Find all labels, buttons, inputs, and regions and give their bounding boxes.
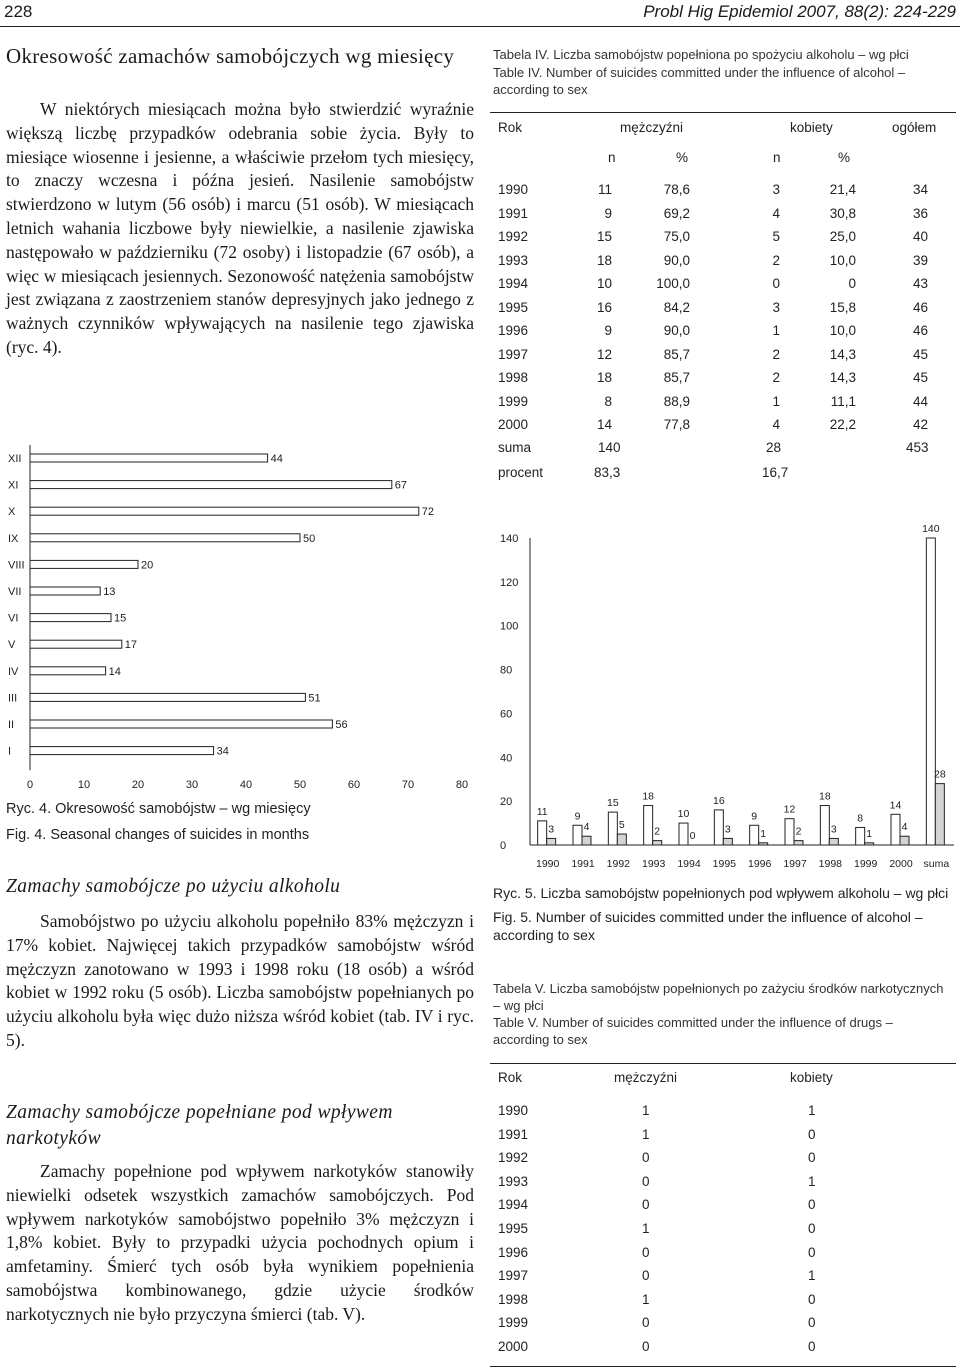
table-5-cell: 1992 — [498, 1150, 529, 1166]
table-5-cell: 0 — [808, 1150, 816, 1166]
figure-4-value-label: 67 — [394, 479, 408, 492]
table-4-cell: 3 — [772, 182, 780, 197]
figure-4-chart — [0, 440, 480, 795]
figure-4-value-label: 14 — [108, 665, 121, 678]
figure-5-bar — [714, 810, 723, 845]
figure-5-value-label: 14 — [889, 799, 902, 812]
figure-4-value-label: 51 — [308, 692, 321, 705]
table-4-cell: 40 — [912, 229, 928, 244]
figure-4-bar — [30, 560, 138, 568]
figure-5-category-label: suma — [923, 858, 950, 870]
table-5-row — [490, 1150, 956, 1170]
table-5-cell: 2000 — [498, 1339, 529, 1354]
figure-4-value-label: 72 — [421, 506, 435, 519]
table-4-cell: 36 — [912, 205, 928, 221]
table-4-caption-pl: Tabela IV. Liczba samobójstw popełniona po spożyciu alkoholu – wg płci — [493, 47, 909, 62]
section-title-periodicity: Okresowość zamachów samobójczych wg miesięcy — [6, 44, 455, 68]
figure-4-category-label: XII — [8, 453, 22, 465]
table-4-cell: 10,0 — [829, 323, 856, 338]
table-5-header-row — [490, 1070, 956, 1090]
figure-5-value-label: 10 — [677, 808, 690, 821]
figure-5-y-tick-label: 40 — [500, 752, 513, 765]
page-number: 228 — [4, 2, 33, 21]
table-4-cell: 5 — [772, 229, 780, 244]
table-5-cell: 0 — [642, 1150, 650, 1166]
table-5-cell: 1999 — [498, 1315, 529, 1331]
figure-5-value-label: 1 — [760, 827, 767, 840]
section-title-drugs: Zamachy samobójcze popełniane pod wpływem narkotyków — [6, 1102, 393, 1149]
table-4 — [490, 120, 956, 490]
table-4-header-women: kobiety — [790, 120, 833, 135]
table-4-subheader-men-n: n — [608, 150, 616, 165]
figure-4-tick-label: 70 — [401, 779, 415, 792]
table-5-cell: 1 — [808, 1103, 816, 1118]
table-4-row — [490, 229, 956, 249]
figure-4-value-label: 13 — [103, 586, 116, 598]
table-4-cell: 1 — [772, 323, 780, 338]
table-5-cell: 0 — [642, 1339, 650, 1354]
table-4-cell: 22,2 — [829, 417, 856, 432]
table-5-cell: 1 — [808, 1268, 816, 1284]
table-4-subheader-women-pct: % — [838, 150, 851, 165]
journal-reference: Probl Hig Epidemiol 2007, 88(2): 224-229 — [643, 2, 956, 21]
figure-4-caption-pl: Ryc. 4. Okresowość samobójstw – wg miesięcy — [6, 801, 311, 817]
table-4-cell: 12 — [596, 346, 612, 362]
table-4-percent-label: procent — [498, 465, 544, 480]
figure-4-category-label: VIII — [8, 559, 25, 572]
table-4-cell: 11 — [597, 182, 612, 197]
figure-5-bar — [582, 836, 591, 845]
figure-5-bar — [653, 841, 662, 845]
table-5-cell: 0 — [808, 1339, 816, 1354]
figure-4-bar — [30, 614, 111, 622]
table-5-cell: 1998 — [498, 1291, 529, 1307]
table-4-sum-row — [490, 440, 956, 460]
figure-5-chart — [486, 518, 958, 874]
figure-5-value-label: 8 — [857, 812, 864, 825]
table-5-row — [490, 1197, 956, 1217]
figure-5-value-label: 1 — [866, 827, 873, 840]
figure-4-tick-label: 0 — [26, 779, 34, 792]
figure-5-value-label: 18 — [642, 790, 655, 803]
figure-5-value-label: 28 — [933, 768, 946, 781]
figure-5-bar — [547, 838, 556, 845]
table-4-row — [490, 253, 956, 273]
table-4-cell: 45 — [912, 370, 928, 385]
table-5-row — [490, 1221, 956, 1241]
table-5-row — [490, 1339, 956, 1359]
figure-5-bar — [935, 784, 944, 845]
figure-5-caption-en: Fig. 5. Number of suicides committed under the influence of alcohol – according to sex — [493, 909, 923, 943]
table-4-cell: 84,2 — [663, 299, 690, 315]
figure-5-category-label: 1997 — [783, 858, 807, 870]
table-4-cell: 43 — [912, 276, 928, 291]
figure-4-category-label: III — [8, 692, 18, 705]
figure-5-category-label: 1999 — [853, 858, 878, 870]
table-4-cell: 78,6 — [663, 182, 690, 197]
figure-5-y-tick-label: 140 — [500, 533, 519, 545]
table-4-cell: 44 — [912, 393, 928, 409]
table-4-cell: 4 — [772, 205, 780, 221]
figure-4-bar — [30, 507, 419, 515]
table-4-sum-women: 28 — [766, 440, 782, 455]
table-5-top-rule — [490, 1063, 956, 1064]
table-4-sum-total: 453 — [906, 440, 929, 455]
figure-5-bar — [617, 834, 626, 845]
table-4-cell: 1990 — [498, 182, 529, 197]
figure-4-tick-label: 80 — [455, 779, 469, 792]
figure-5-bar — [538, 821, 547, 845]
figure-4-bar — [30, 667, 106, 675]
figure-5-value-label: 16 — [712, 794, 725, 807]
table-4-cell: 2000 — [498, 417, 529, 432]
table-4-row — [490, 206, 956, 226]
table-4-cell: 21,4 — [829, 182, 856, 197]
figure-4-category-label: II — [8, 719, 15, 731]
figure-4-category-label: VI — [8, 612, 19, 625]
figure-5-y-tick-label: 120 — [500, 576, 519, 589]
figure-4-bar — [30, 693, 305, 701]
figure-5-value-label: 3 — [724, 823, 731, 836]
figure-5-category-label: 1995 — [712, 858, 737, 870]
figure-4-value-label: 34 — [216, 745, 229, 758]
table-4-cell: 100,0 — [656, 276, 690, 291]
table-5-cell: 0 — [808, 1291, 816, 1307]
table-4-cell: 85,7 — [663, 346, 690, 362]
table-4-cell: 8 — [604, 393, 612, 409]
table-4-cell: 46 — [912, 323, 928, 338]
figure-5-value-label: 5 — [618, 819, 625, 832]
figure-5-bar — [573, 825, 582, 845]
figure-4-bar — [30, 454, 268, 462]
figure-4-tick-label: 50 — [293, 779, 307, 792]
table-5-header-year: Rok — [498, 1070, 523, 1085]
table-4-cell: 14,3 — [829, 370, 856, 385]
figure-4-category-label: IX — [8, 532, 19, 545]
table-5-cell: 1 — [642, 1126, 650, 1142]
figure-5-bar — [829, 838, 838, 845]
table-5-cell: 1997 — [498, 1268, 529, 1284]
figure-4-bar — [30, 720, 332, 728]
figure-5-bar — [608, 812, 617, 845]
table-4-percent-women: 16,7 — [762, 465, 789, 480]
figure-5-y-tick-label: 60 — [500, 708, 513, 721]
table-4-header-men: mężczyźni — [620, 120, 684, 135]
table-4-cell: 0 — [848, 276, 856, 291]
figure-5-value-label: 11 — [536, 805, 548, 818]
table-4-cell: 16 — [596, 299, 612, 315]
table-4-cell: 10,0 — [829, 252, 856, 268]
figure-4-category-label: IV — [8, 665, 19, 678]
table-5-row — [490, 1174, 956, 1194]
table-4-cell: 1996 — [498, 323, 529, 338]
table-5-cell: 1996 — [498, 1244, 529, 1260]
table-5-cell: 1990 — [498, 1103, 529, 1118]
figure-5-bar — [900, 836, 909, 845]
table-4-cell: 85,7 — [663, 370, 690, 385]
figure-5-bar — [723, 838, 732, 845]
figure-5-bar — [926, 538, 935, 845]
table-4-cell: 1993 — [498, 252, 529, 268]
figure-5-value-label: 12 — [783, 803, 796, 816]
table-5-row — [490, 1315, 956, 1335]
table-4-cell: 15 — [596, 229, 612, 244]
table-4-cell: 34 — [912, 182, 928, 197]
table-4-cell: 4 — [772, 417, 780, 432]
figure-5-bar — [679, 823, 688, 845]
table-5-row — [490, 1103, 956, 1123]
table-5-cell: 0 — [642, 1173, 650, 1189]
figure-5-value-label: 15 — [606, 797, 619, 810]
figure-5-category-label: 1993 — [641, 858, 666, 870]
figure-5-caption-pl: Ryc. 5. Liczba samobójstw popełnionych pod wpływem alkoholu – wg płci — [493, 885, 949, 901]
table-4-row — [490, 417, 956, 437]
figure-4-category-label: I — [8, 745, 12, 758]
table-5-cell: 1993 — [498, 1173, 529, 1189]
table-4-cell: 9 — [604, 323, 612, 338]
table-5-header-women: kobiety — [790, 1070, 833, 1085]
figure-5-category-label: 2000 — [889, 858, 913, 870]
figure-5-bar — [785, 819, 794, 845]
page-header — [0, 0, 960, 27]
table-5 — [490, 1070, 956, 1360]
figure-5-bar — [750, 825, 759, 845]
table-5-row — [490, 1268, 956, 1288]
table-5-cell: 0 — [642, 1315, 650, 1331]
table-5-cell: 0 — [642, 1244, 650, 1260]
table-5-cell: 1 — [642, 1291, 650, 1307]
figure-4-bar — [30, 587, 100, 595]
table-4-row — [490, 370, 956, 390]
table-4-cell: 25,0 — [829, 229, 856, 244]
table-4-cell: 90,0 — [663, 323, 690, 338]
figure-4-tick-label: 30 — [185, 779, 199, 792]
table-4-cell: 45 — [912, 346, 928, 362]
figure-5-category-label: 1998 — [818, 858, 843, 870]
table-4-cell: 1999 — [498, 393, 529, 409]
table-5-cell: 1 — [642, 1221, 650, 1236]
table-4-header-year: Rok — [498, 120, 523, 135]
table-4-cell: 14 — [596, 417, 612, 432]
table-4-cell: 1 — [772, 393, 780, 409]
table-5-row — [490, 1292, 956, 1312]
table-4-cell: 75,0 — [663, 229, 690, 244]
figure-5-y-tick-label: 0 — [500, 840, 507, 852]
figure-5-value-label: 0 — [689, 830, 696, 842]
table-4-cell: 11,1 — [830, 393, 856, 409]
figure-4-bar — [30, 481, 392, 489]
table-5-header-men: mężczyźni — [614, 1070, 678, 1085]
figure-5-value-label: 2 — [654, 825, 661, 838]
figure-5-value-label: 18 — [818, 790, 831, 803]
figure-4-value-label: 17 — [124, 639, 138, 652]
figure-4-value-label: 15 — [114, 612, 127, 625]
table-4-cell: 77,8 — [663, 417, 690, 432]
figure-4-tick-label: 60 — [347, 779, 361, 792]
figure-5-y-tick-label: 80 — [500, 664, 513, 677]
paragraph-drugs: Zamachy popełnione pod wpływem narkotyków stanowiły niewielki odsetek wszystkich zamachów samobójczych. Pod wpływem narkotyków samobójstwo popełniło 3% mężczyzn i 1,8% kobiet. Były to przypadki użycia pochodnych opium i amfetaminy. Śmierć tych osób była wynikiem popełnienia samobójstwa kombinowanego, gdzie użycie środków narkotycznych nie było przyczyna śmierci (tab. V). — [6, 1161, 474, 1324]
table-5-cell: 1991 — [498, 1126, 529, 1142]
table-4-cell: 69,2 — [663, 205, 690, 221]
figure-4-category-label: VII — [8, 586, 22, 598]
figure-4-tick-label: 10 — [77, 779, 91, 792]
figure-5-value-label: 4 — [583, 821, 590, 834]
table-5-cell: 0 — [808, 1126, 816, 1142]
table-5-cell: 1995 — [498, 1221, 529, 1236]
table-4-cell: 90,0 — [663, 252, 690, 268]
figure-4-bar — [30, 534, 300, 542]
table-4-caption-en: Table IV. Number of suicides committed under the influence of alcohol – according to sex — [493, 65, 906, 97]
table-4-row — [490, 323, 956, 343]
figure-5-bar — [856, 827, 865, 845]
figure-4-value-label: 56 — [335, 719, 348, 731]
figure-5-category-label: 1990 — [535, 858, 560, 870]
table-4-header-total: ogółem — [892, 120, 937, 135]
table-4-cell: 30,8 — [829, 205, 856, 221]
table-5-caption-pl: Tabela V. Liczba samobójstw popełnionych po zażyciu środków narkotycznych – wg płci — [493, 981, 944, 1013]
figure-5-value-label: 4 — [901, 821, 908, 834]
table-4-row — [490, 347, 956, 367]
figure-4-tick-label: 20 — [131, 779, 145, 792]
table-4-cell: 18 — [596, 370, 612, 385]
table-4-row — [490, 300, 956, 320]
table-4-percent-row — [490, 465, 956, 485]
table-4-cell: 2 — [772, 370, 780, 385]
figure-5-category-label: 1991 — [571, 858, 595, 870]
table-4-cell: 42 — [912, 417, 928, 432]
figure-5-value-label: 3 — [830, 823, 837, 836]
table-4-top-rule — [490, 112, 956, 113]
table-4-cell: 18 — [596, 252, 612, 268]
table-4-cell: 9 — [604, 205, 612, 221]
figure-5-bar — [891, 814, 900, 845]
figure-4-category-label: V — [8, 639, 16, 652]
table-4-cell: 88,9 — [663, 393, 690, 409]
figure-4-bar — [30, 747, 214, 755]
figure-4-tick-label: 40 — [239, 779, 253, 792]
figure-5-bar — [759, 843, 768, 845]
table-5-row — [490, 1245, 956, 1265]
table-4-subheader-row — [490, 150, 956, 170]
table-4-cell: 0 — [772, 276, 780, 291]
table-4-row — [490, 276, 956, 296]
table-4-cell: 1998 — [498, 370, 529, 385]
table-5-cell: 1 — [642, 1103, 650, 1118]
table-4-row — [490, 182, 956, 202]
table-4-header-row — [490, 120, 956, 140]
table-4-subheader-women-n: n — [773, 150, 781, 165]
table-4-cell: 39 — [912, 252, 928, 268]
section-title-alcohol: Zamachy samobójcze po użyciu alkoholu — [6, 876, 341, 897]
table-4-cell: 46 — [912, 299, 928, 315]
paragraph-alcohol: Samobójstwo po użyciu alkoholu popełniło 83% mężczyzn i 17% kobiet. Najwięcej takich przypadków samobójstw wśród mężczyzn zanotowano w 1993 i 1998 roku (18 osób) a wśród kobiet w 1992 roku (5 osób). Liczba samobójstw popełnianych po użyciu alkoholu była więc dużo niższa wśród kobiet (tab. IV i ryc. 5). — [6, 911, 474, 1050]
figure-4-value-label: 44 — [270, 453, 283, 465]
figure-5-value-label: 3 — [548, 823, 555, 836]
table-4-cell: 2 — [772, 346, 780, 362]
figure-5-category-label: 1994 — [677, 858, 701, 870]
table-4-subheader-men-pct: % — [676, 150, 689, 165]
figure-5-value-label: 2 — [795, 825, 802, 838]
table-5-cell: 0 — [808, 1197, 816, 1213]
figure-5-category-label: 1996 — [747, 858, 772, 870]
table-5-row — [490, 1127, 956, 1147]
paragraph-periodicity: W niektórych miesiącach można było stwierdzić wyraźnie większą liczbę przypadków odebrania sobie życia. Były to miesiące wiosenne i jesienne, a właściwie przełom tych miesięcy, to znaczy wczesna i późna jesień. Nasilenie samobójstw stwierdzono w lutym (56 osób) i marcu (51 osób). W miesiącach letnich wahania liczbowe były niewielkie, a nasilenie zjawiska następowało w październiku (72 osoby) i listopadzie (67 osób), a więc w miesiącach jesiennych. Sezonowość natężenia samobójstw jest związana z zaostrzeniem stanów depresyjnych jako jednego z ważnych czynników wpływających na nasilenie tego zjawiska (ryc. 4). — [6, 99, 474, 357]
figure-5-bar — [820, 806, 829, 845]
table-5-cell: 1994 — [498, 1197, 529, 1213]
table-5-cell: 0 — [642, 1197, 650, 1213]
figure-4-category-label: X — [8, 506, 16, 519]
figure-4-bar — [30, 640, 122, 648]
table-4-percent-men: 83,3 — [594, 465, 621, 480]
table-4-row — [490, 394, 956, 414]
table-4-sum-label: suma — [498, 440, 532, 455]
figure-5-value-label: 140 — [922, 523, 940, 535]
table-5-cell: 0 — [808, 1315, 816, 1331]
figure-4-category-label: XI — [8, 479, 19, 492]
figure-5-y-tick-label: 100 — [500, 620, 519, 633]
figure-5-value-label: 9 — [574, 810, 581, 823]
figure-5-bar — [644, 806, 653, 845]
table-5-cell: 1 — [808, 1173, 816, 1189]
table-5-bottom-rule — [490, 1366, 956, 1367]
table-4-cell: 2 — [772, 252, 780, 268]
table-4-cell: 1994 — [498, 276, 529, 291]
table-5-cell: 0 — [642, 1268, 650, 1284]
figure-5-value-label: 9 — [751, 810, 758, 823]
table-4-cell: 1992 — [498, 229, 529, 244]
figure-5-bar — [794, 841, 803, 845]
table-4-sum-men: 140 — [598, 440, 621, 455]
table-4-cell: 1991 — [498, 205, 529, 221]
table-4-cell: 1997 — [498, 346, 529, 362]
figure-5-category-label: 1992 — [606, 858, 631, 870]
table-5-cell: 0 — [808, 1221, 816, 1236]
table-4-cell: 15,8 — [829, 299, 856, 315]
figure-5-y-tick-label: 20 — [500, 796, 513, 809]
table-4-cell: 1995 — [498, 299, 529, 315]
table-5-cell: 0 — [808, 1244, 816, 1260]
table-4-cell: 14,3 — [829, 346, 856, 362]
table-4-cell: 3 — [772, 299, 780, 315]
figure-4-caption-en: Fig. 4. Seasonal changes of suicides in months — [6, 827, 310, 843]
table-5-caption-en: Table V. Number of suicides committed under the influence of drugs – according to sex — [493, 1015, 893, 1047]
figure-4-value-label: 20 — [141, 559, 154, 572]
figure-4-value-label: 50 — [303, 532, 316, 545]
figure-5-bar — [865, 843, 874, 845]
table-4-cell: 10 — [596, 276, 612, 291]
